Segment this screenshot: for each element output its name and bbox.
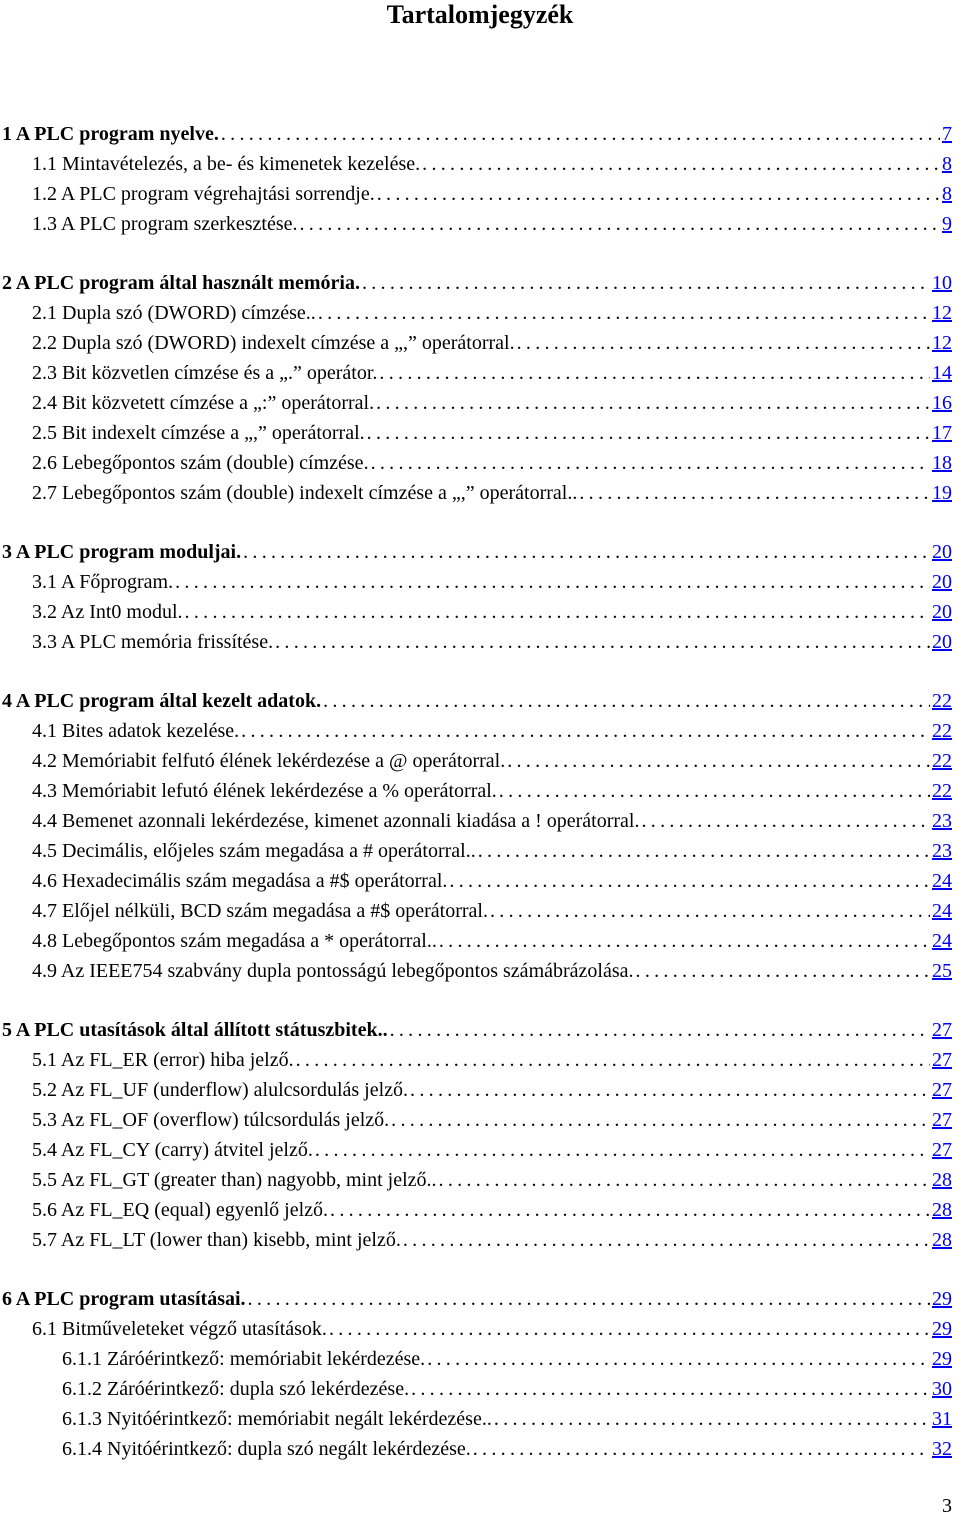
toc-entry[interactable]: [0, 388, 952, 418]
toc-entry[interactable]: [0, 716, 952, 746]
toc-entry[interactable]: [0, 537, 952, 567]
dot-leader: [377, 179, 940, 209]
toc-entry[interactable]: [0, 1195, 952, 1225]
toc-entry-title: 2.4 Bit közvetett címzése a „:” operátorral.: [32, 392, 375, 414]
dot-leader: [449, 866, 930, 896]
dot-leader: [367, 418, 930, 448]
toc-entry-title: 2.7 Lebegőpontos szám (double) indexelt címzése a „,” operátorral..: [32, 482, 578, 504]
toc-entry[interactable]: [0, 1284, 952, 1314]
dot-leader: [185, 597, 930, 627]
toc-entry[interactable]: [0, 1225, 952, 1255]
toc-entry[interactable]: [0, 1374, 952, 1404]
dot-leader: [376, 388, 930, 418]
dot-leader: [248, 1284, 930, 1314]
toc-page-link[interactable]: 8: [942, 153, 952, 175]
dot-leader: [403, 1225, 930, 1255]
toc-entry[interactable]: [0, 627, 952, 657]
toc-entry[interactable]: [0, 209, 952, 239]
toc-section: [0, 537, 960, 657]
toc-entry[interactable]: [0, 597, 952, 627]
toc-entry-title: 1.2 A PLC program végrehajtási sorrendje.: [32, 183, 375, 205]
toc-entry-title: 4.6 Hexadecimális szám megadása a #$ operátorral.: [32, 870, 448, 892]
toc-entry-title: 1.1 Mintavételezés, a be- és kimenetek kezelése.: [32, 153, 421, 175]
toc-entry[interactable]: [0, 418, 952, 448]
toc-entry[interactable]: [0, 149, 952, 179]
toc-entry[interactable]: [0, 836, 952, 866]
toc-entry[interactable]: [0, 956, 952, 986]
toc-page-link[interactable]: 23: [932, 810, 952, 832]
dot-leader: [243, 537, 930, 567]
toc-entry-title: 3.1 A Főprogram.: [32, 571, 174, 593]
toc-entry[interactable]: [0, 1404, 952, 1434]
toc-entry[interactable]: [0, 776, 952, 806]
toc-entry[interactable]: [0, 1105, 952, 1135]
toc-page-link[interactable]: 27: [932, 1139, 952, 1161]
toc-page-link[interactable]: 27: [932, 1019, 952, 1041]
dot-leader: [390, 1015, 930, 1045]
toc-entry[interactable]: [0, 806, 952, 836]
toc-entry-title: 6.1 Bitműveleteket végző utasítások.: [32, 1318, 327, 1340]
dot-leader: [422, 149, 940, 179]
toc-page-link[interactable]: 27: [932, 1109, 952, 1131]
dot-leader: [427, 1344, 930, 1374]
toc-entry-title: 4.2 Memóriabit felfutó élének lekérdezése a @ operátorral.: [32, 750, 506, 772]
dot-leader: [362, 268, 930, 298]
toc-page-link[interactable]: 18: [932, 452, 952, 474]
toc-entry-title: 5.6 Az FL_EQ (equal) egyenlő jelző.: [32, 1199, 329, 1221]
toc-page-link[interactable]: 25: [932, 960, 952, 982]
toc-entry[interactable]: [0, 1344, 952, 1374]
toc-entry[interactable]: [0, 1075, 952, 1105]
toc-section: [0, 268, 960, 508]
toc-entry-title: 2.2 Dupla szó (DWORD) indexelt címzése a „,” operátorral.: [32, 332, 515, 354]
dot-leader: [478, 836, 930, 866]
toc-page-link[interactable]: 22: [932, 690, 952, 712]
dot-leader: [315, 1135, 930, 1165]
toc-entry[interactable]: [0, 478, 952, 508]
toc-entry-title: 6.1.4 Nyitóérintkező: dupla szó negált lekérdezése.: [62, 1438, 471, 1460]
toc-entry[interactable]: [0, 926, 952, 956]
toc-entry-title: 5.1 Az FL_ER (error) hiba jelző.: [32, 1049, 294, 1071]
dot-leader: [371, 448, 930, 478]
toc-page-link[interactable]: 17: [932, 422, 952, 444]
toc-page-link[interactable]: 22: [932, 720, 952, 742]
toc-page-link[interactable]: 22: [932, 780, 952, 802]
toc-entry[interactable]: [0, 358, 952, 388]
dot-leader: [391, 1105, 930, 1135]
toc-entry-title: 2 A PLC program által használt memória.: [2, 272, 360, 294]
toc-entry-title: 6.1.3 Nyitóérintkező: memóriabit negált lekérdezése..: [62, 1408, 492, 1430]
toc-entry-title: 2.1 Dupla szó (DWORD) címzése..: [32, 302, 316, 324]
toc-section: [0, 686, 960, 986]
toc-entry-title: 5.5 Az FL_GT (greater than) nagyobb, mint jelző..: [32, 1169, 437, 1191]
toc-entry-title: 3.3 A PLC memória frissítése.: [32, 631, 274, 653]
toc-page-link[interactable]: 8: [942, 183, 952, 205]
page-number: 3: [942, 1495, 952, 1517]
toc-entry[interactable]: [0, 298, 952, 328]
toc-entry[interactable]: [0, 1434, 952, 1464]
toc-entry-title: 1.3 A PLC program szerkesztése.: [32, 213, 298, 235]
toc-page-link[interactable]: 10: [932, 272, 952, 294]
toc-page-link[interactable]: 29: [932, 1348, 952, 1370]
dot-leader: [499, 776, 930, 806]
toc-page-link[interactable]: 27: [932, 1049, 952, 1071]
toc-entry-title: 3.2 Az Int0 modul.: [32, 601, 183, 623]
table-of-contents: [0, 119, 960, 1493]
toc-entry-title: 5 A PLC utasítások által állított státuszbitek..: [2, 1019, 388, 1041]
toc-page-link[interactable]: 20: [932, 601, 952, 623]
dot-leader: [517, 328, 930, 358]
toc-page-link[interactable]: 30: [932, 1378, 952, 1400]
toc-page-link[interactable]: 28: [932, 1199, 952, 1221]
toc-entry-title: 6.1.1 Záróérintkező: memóriabit lekérdezése.: [62, 1348, 426, 1370]
toc-page-link[interactable]: 29: [932, 1318, 952, 1340]
toc-entry-title: 5.7 Az FL_LT (lower than) kisebb, mint jelző.: [32, 1229, 401, 1251]
toc-entry-title: 4 A PLC program által kezelt adatok.: [2, 690, 322, 712]
dot-leader: [329, 1314, 930, 1344]
toc-page-link[interactable]: 16: [932, 392, 952, 414]
page-title: Tartalomjegyzék: [386, 0, 574, 29]
toc-page-link[interactable]: 29: [932, 1288, 952, 1310]
toc-page-link[interactable]: 20: [932, 631, 952, 653]
dot-leader: [275, 627, 930, 657]
toc-entry-title: 3 A PLC program moduljai.: [2, 541, 242, 563]
toc-section: [0, 119, 960, 239]
toc-entry[interactable]: [0, 328, 952, 358]
toc-page-link[interactable]: 24: [932, 930, 952, 952]
toc-page-link[interactable]: 20: [932, 571, 952, 593]
toc-page-link[interactable]: 20: [932, 541, 952, 563]
toc-entry[interactable]: [0, 567, 952, 597]
toc-entry[interactable]: [0, 1135, 952, 1165]
toc-entry-title: 4.7 Előjel nélküli, BCD szám megadása a #$ operátorral.: [32, 900, 488, 922]
toc-entry[interactable]: [0, 866, 952, 896]
dot-leader: [439, 1165, 930, 1195]
toc-page-link[interactable]: 14: [932, 362, 952, 384]
dot-leader: [410, 1075, 930, 1105]
toc-page-link[interactable]: 7: [942, 123, 952, 145]
dot-leader: [323, 686, 930, 716]
toc-entry-title: 4.9 Az IEEE754 szabvány dupla pontosságú lebegőpontos számábrázolása.: [32, 960, 634, 982]
toc-entry[interactable]: [0, 1045, 952, 1075]
toc-entry[interactable]: [0, 1165, 952, 1195]
toc-entry-title: 2.3 Bit közvetlen címzése és a „.” operátor.: [32, 362, 378, 384]
toc-entry[interactable]: [0, 268, 952, 298]
toc-section: [0, 1284, 960, 1464]
toc-page-link[interactable]: 28: [932, 1229, 952, 1251]
toc-page-link[interactable]: 31: [932, 1408, 952, 1430]
toc-entry-title: 4.8 Lebegőpontos szám megadása a * operátorral..: [32, 930, 437, 952]
dot-leader: [221, 119, 940, 149]
toc-entry-title: 4.1 Bites adatok kezelése.: [32, 720, 240, 742]
toc-entry-title: 1 A PLC program nyelve.: [2, 123, 219, 145]
toc-entry-title: 4.4 Bemenet azonnali lekérdezése, kimenet azonnali kiadása a ! operátorral.: [32, 810, 640, 832]
toc-page-link[interactable]: 27: [932, 1079, 952, 1101]
dot-leader: [636, 956, 930, 986]
toc-page-link[interactable]: 19: [932, 482, 952, 504]
toc-page-link[interactable]: 12: [932, 302, 952, 324]
toc-section: [0, 1015, 960, 1255]
toc-page-link[interactable]: 22: [932, 750, 952, 772]
toc-page-link[interactable]: 24: [932, 900, 952, 922]
dot-leader: [241, 716, 930, 746]
dot-leader: [473, 1434, 930, 1464]
toc-entry-title: 4.3 Memóriabit lefutó élének lekérdezése a % operátorral.: [32, 780, 497, 802]
toc-entry[interactable]: [0, 1314, 952, 1344]
toc-entry-title: 5.4 Az FL_CY (carry) átvitel jelző.: [32, 1139, 313, 1161]
dot-leader: [490, 896, 930, 926]
toc-entry-title: 5.2 Az FL_UF (underflow) alulcsordulás jelző.: [32, 1079, 409, 1101]
toc-entry-title: 5.3 Az FL_OF (overflow) túlcsordulás jelző.: [32, 1109, 390, 1131]
dot-leader: [379, 358, 930, 388]
toc-entry[interactable]: [0, 448, 952, 478]
dot-leader: [411, 1374, 930, 1404]
toc-entry[interactable]: [0, 746, 952, 776]
toc-entry-title: 2.5 Bit indexelt címzése a „,” operátorral.: [32, 422, 365, 444]
dot-leader: [318, 298, 930, 328]
dot-leader: [439, 926, 930, 956]
dot-leader: [330, 1195, 930, 1225]
dot-leader: [300, 209, 941, 239]
dot-leader: [296, 1045, 930, 1075]
dot-leader: [175, 567, 930, 597]
toc-entry[interactable]: [0, 179, 952, 209]
toc-page-link[interactable]: 9: [942, 213, 952, 235]
toc-entry[interactable]: [0, 896, 952, 926]
toc-page-link[interactable]: 32: [932, 1438, 952, 1460]
toc-page-link[interactable]: 23: [932, 840, 952, 862]
dot-leader: [494, 1404, 930, 1434]
dot-leader: [507, 746, 930, 776]
dot-leader: [579, 478, 930, 508]
toc-entry-title: 4.5 Decimális, előjeles szám megadása a # operátorral..: [32, 840, 476, 862]
toc-entry-title: 6.1.2 Záróérintkező: dupla szó lekérdezése.: [62, 1378, 410, 1400]
toc-entry[interactable]: [0, 119, 952, 149]
toc-entry[interactable]: [0, 1015, 952, 1045]
toc-entry-title: 6 A PLC program utasításai.: [2, 1288, 246, 1310]
toc-page-link[interactable]: 28: [932, 1169, 952, 1191]
toc-entry[interactable]: [0, 686, 952, 716]
dot-leader: [642, 806, 931, 836]
toc-entry-title: 2.6 Lebegőpontos szám (double) címzése.: [32, 452, 369, 474]
toc-page-link[interactable]: 24: [932, 870, 952, 892]
toc-page-link[interactable]: 12: [932, 332, 952, 354]
